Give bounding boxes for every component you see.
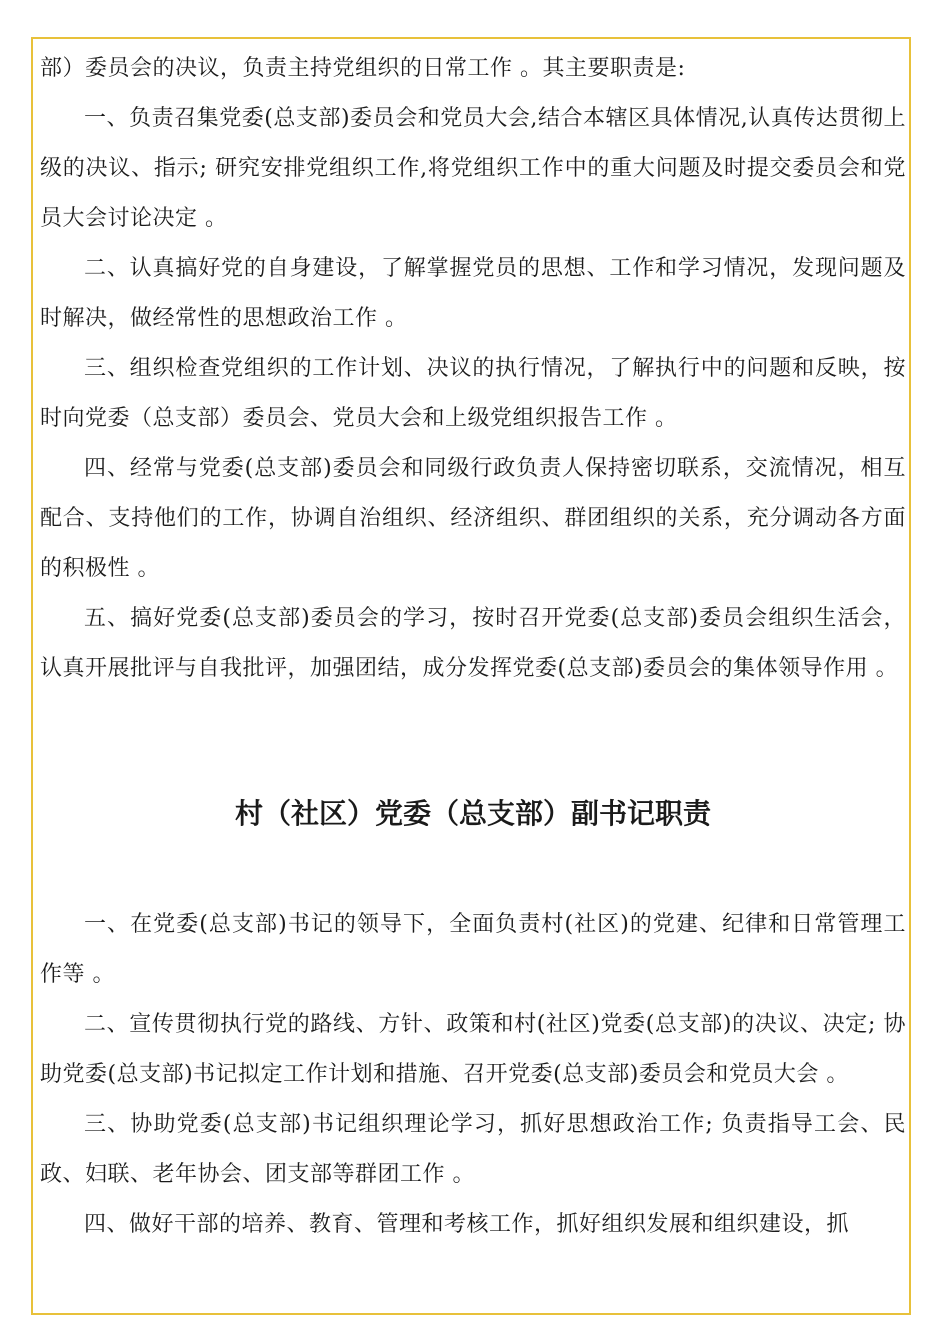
paragraph-duty-4: 四、经常与党委(总支部)委员会和同级行政负责人保持密切联系，交流情况，相互配合、支持他们的工作，协调自治组织、经济组织、群团组织的关系，充分调动各方面的积极性 。 [40,456,906,581]
paragraph-deputy-duty-1: 一、在党委(总支部)书记的领导下，全面负责村(社区)的党建、纪律和日常管理工作等 。 [40,912,906,987]
paragraph-duty-3: 三、组织检查党组织的工作计划、决议的执行情况，了解执行中的问题和反映，按时向党委（总支部）委员会、党员大会和上级党组织报告工作 。 [40,356,906,431]
paragraph-duty-1: 一、负责召集党委(总支部)委员会和党员大会,结合本辖区具体情况,认真传达贯彻上级的决议、指示; 研究安排党组织工作,将党组织工作中的重大问题及时提交委员会和党员大会讨论决定 。 [40,106,906,231]
paragraph-deputy-duty-3: 三、协助党委(总支部)书记组织理论学习，抓好思想政治工作; 负责指导工会、民政、妇联、老年协会、团支部等群团工作 。 [40,1112,906,1187]
paragraph-deputy-duty-2: 二、宣传贯彻执行党的路线、方针、政策和村(社区)党委(总支部)的决议、决定; 协助党委(总支部)书记拟定工作计划和措施、召开党委(总支部)委员会和党员大会 。 [40,1012,906,1087]
paragraph-deputy-duty-4: 四、做好干部的培养、教育、管理和考核工作，抓好组织发展和组织建设，抓 [84,1212,850,1237]
paragraph-intro: 部）委员会的决议，负责主持党组织的日常工作 。其主要职责是: [40,56,686,81]
section-title: 村（社区）党委（总支部）副书记职责 [234,797,711,830]
secretary-duties-continued [40,44,906,694]
deputy-secretary-duties [40,900,906,1250]
paragraph-duty-5: 五、搞好党委(总支部)委员会的学习，按时召开党委(总支部)委员会组织生活会，认真开展批评与自我批评，加强团结，成分发挥党委(总支部)委员会的集体领导作用 。 [40,606,906,681]
paragraph-duty-2: 二、认真搞好党的自身建设，了解掌握党员的思想、工作和学习情况，发现问题及时解决，做经常性的思想政治工作 。 [40,256,906,331]
